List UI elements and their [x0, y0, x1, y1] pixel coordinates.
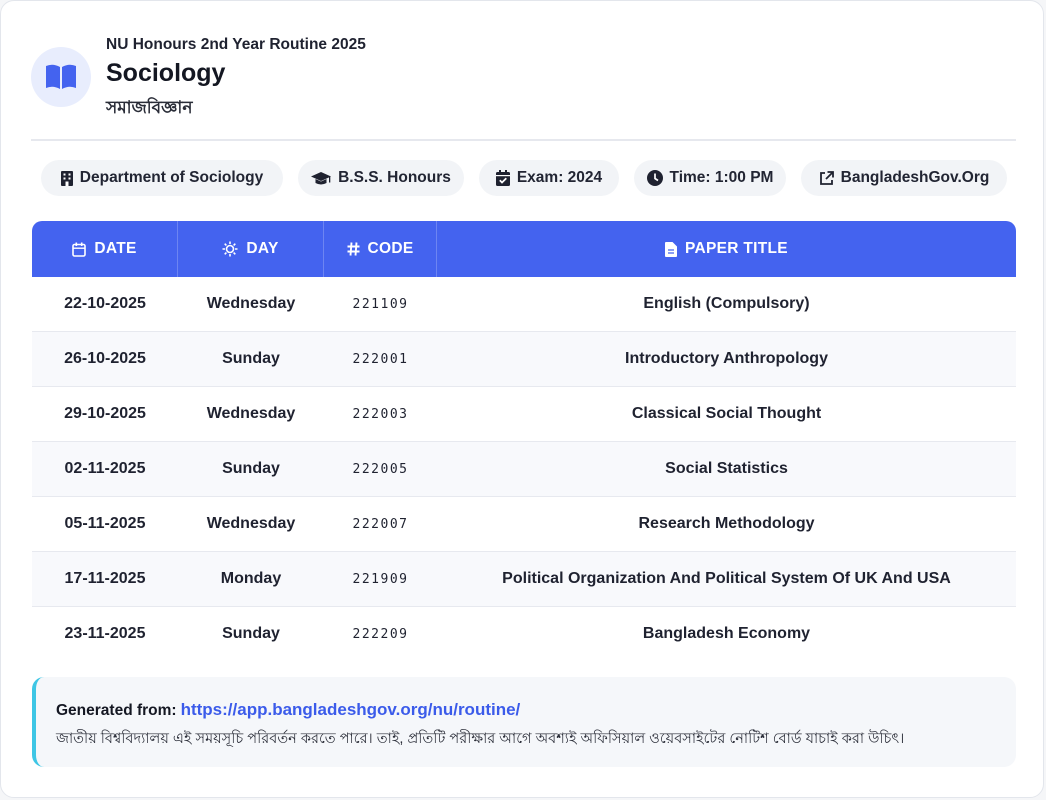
header: [31, 35, 1016, 141]
cell-day: Wednesday: [206, 515, 296, 532]
table-row: [32, 607, 1016, 661]
cell-code: 222003: [352, 406, 409, 422]
open-book-icon: [44, 63, 78, 91]
page-subtitle: NU Honours 2nd Year Routine 2025: [106, 36, 366, 53]
column-header-paper-title: [437, 221, 1016, 277]
column-header-date: [32, 221, 178, 277]
cell-paper-title: Introductory Anthropology: [625, 350, 828, 367]
cell-day: Wednesday: [206, 405, 296, 422]
logo: [31, 47, 91, 107]
cell-date: 23-11-2025: [64, 625, 146, 642]
cell-code: 222007: [352, 516, 409, 532]
routine-table: [32, 221, 1016, 661]
cell-date: 02-11-2025: [64, 460, 146, 477]
chip-label: Exam: 2024: [516, 169, 603, 186]
cell-day: Wednesday: [206, 295, 296, 312]
column-header-day: [178, 221, 324, 277]
info-chips: [41, 160, 1011, 196]
building-icon: [61, 171, 73, 186]
cell-date: 17-11-2025: [64, 570, 146, 587]
cell-paper-title: Research Methodology: [638, 515, 815, 532]
hashtag-icon: [347, 242, 360, 256]
note-source-line: [56, 700, 520, 720]
source-note: [32, 677, 1016, 767]
cell-date: 26-10-2025: [64, 350, 146, 367]
column-header-code: [324, 221, 437, 277]
page-title: Sociology: [106, 59, 226, 87]
table-row: [32, 497, 1016, 552]
cell-paper-title: Social Statistics: [665, 460, 788, 477]
sun-icon: [222, 241, 238, 257]
cell-code: 221909: [352, 571, 409, 587]
graduation-cap-icon: [311, 171, 331, 186]
routine-source-link[interactable]: https://app.bangladeshgov.org/nu/routine/: [180, 700, 521, 719]
cell-code: 222001: [352, 351, 409, 367]
calendar-check-icon: [496, 170, 510, 186]
table-row: [32, 442, 1016, 497]
file-icon: [665, 242, 677, 257]
cell-code: 222005: [352, 461, 409, 477]
page-title-bengali: সমাজবিজ্ঞান: [106, 98, 193, 117]
cell-paper-title: Political Organization And Political System Of UK And USA: [502, 570, 951, 587]
calendar-icon: [72, 242, 86, 257]
column-header-label: PAPER TITLE: [685, 240, 788, 257]
table-row: [32, 552, 1016, 607]
chip-exam: [479, 160, 619, 196]
chip-label: Department of Sociology: [79, 169, 264, 186]
note-disclaimer: জাতীয় বিশ্ববিদ্যালয় এই সময়সূচি পরিবর্তন করতে পারে। তাই, প্রতিটি পরীক্ষার আগে অবশ্যই অফিসিয়াল ওয়েবসাইটের নোটিশ বোর্ড যাচাই করা উচিৎ।: [56, 731, 905, 747]
cell-day: Sunday: [222, 625, 280, 642]
note-label: Generated from:: [56, 702, 177, 719]
cell-day: Sunday: [222, 460, 280, 477]
chip-label: BangladeshGov.Org: [840, 169, 990, 186]
table-row: [32, 332, 1016, 387]
table-row: [32, 387, 1016, 442]
table-header: [32, 221, 1016, 277]
column-header-label: DATE: [94, 240, 137, 257]
column-header-label: CODE: [367, 240, 414, 257]
chip-department: [41, 160, 283, 196]
cell-code: 222209: [352, 626, 409, 642]
cell-paper-title: Classical Social Thought: [631, 405, 822, 422]
chip-label: B.S.S. Honours: [338, 169, 451, 186]
chip-website-link[interactable]: [801, 160, 1007, 196]
cell-date: 22-10-2025: [64, 295, 146, 312]
chip-degree: [298, 160, 464, 196]
clock-icon: [647, 170, 663, 186]
cell-day: Monday: [220, 570, 282, 587]
cell-paper-title: Bangladesh Economy: [642, 625, 811, 642]
chip-label: Time: 1:00 PM: [669, 169, 774, 186]
column-header-label: DAY: [246, 240, 279, 257]
cell-date: 29-10-2025: [64, 405, 146, 422]
cell-day: Sunday: [222, 350, 280, 367]
cell-date: 05-11-2025: [64, 515, 146, 532]
chip-time: [634, 160, 786, 196]
table-row: [32, 277, 1016, 332]
cell-code: 221109: [352, 296, 409, 312]
external-link-icon: [819, 171, 834, 186]
cell-paper-title: English (Compulsory): [643, 295, 810, 312]
